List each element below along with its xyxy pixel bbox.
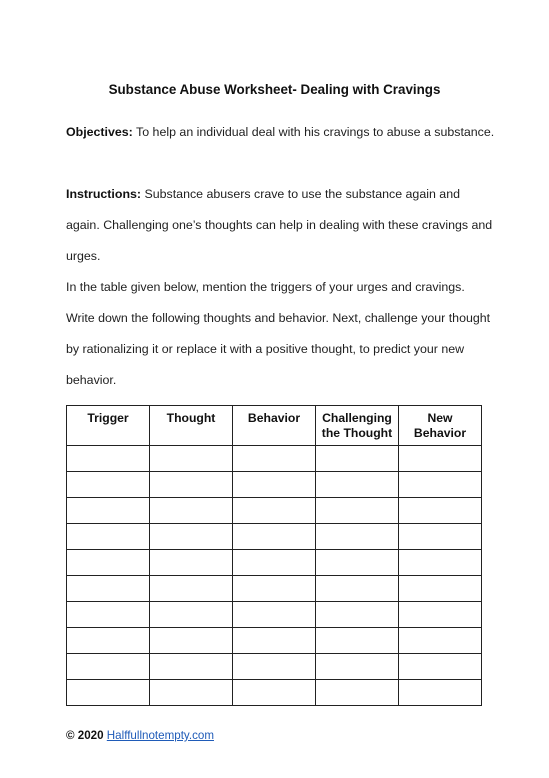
cell-challenging-the-thought[interactable] [316, 602, 399, 628]
cell-new-behavior[interactable] [399, 446, 482, 472]
cell-behavior[interactable] [233, 602, 316, 628]
instructions-text: Substance abusers crave to use the substance again and again. Challenging one’s thoughts can help in dealing with these cravings and urges. [66, 187, 493, 263]
table-header-row [67, 406, 482, 446]
cell-behavior[interactable] [233, 498, 316, 524]
header-new-behavior-line-2: Behavior [413, 426, 467, 440]
cell-behavior[interactable] [233, 654, 316, 680]
header-thought-label: Thought [166, 411, 216, 425]
instructions-paragraph [66, 179, 496, 272]
cell-trigger[interactable] [67, 550, 150, 576]
cell-trigger[interactable] [67, 576, 150, 602]
header-trigger-label: Trigger [87, 411, 129, 425]
cell-challenging-the-thought[interactable] [316, 472, 399, 498]
cell-new-behavior[interactable] [399, 576, 482, 602]
cell-trigger[interactable] [67, 524, 150, 550]
cell-trigger[interactable] [67, 602, 150, 628]
worksheet-table [66, 405, 482, 706]
table-row [67, 498, 482, 524]
objectives-text: To help an individual deal with his cravings to abuse a substance. [132, 125, 495, 139]
cell-challenging-the-thought[interactable] [316, 654, 399, 680]
cell-thought[interactable] [150, 472, 233, 498]
table-body [67, 446, 482, 706]
cell-challenging-the-thought[interactable] [316, 680, 399, 706]
header-challenging-the-thought [316, 406, 399, 446]
worksheet-title: Substance Abuse Worksheet- Dealing with Cravings [108, 82, 441, 97]
cell-challenging-the-thought[interactable] [316, 550, 399, 576]
cell-behavior[interactable] [233, 628, 316, 654]
cell-thought[interactable] [150, 680, 233, 706]
cell-challenging-the-thought[interactable] [316, 498, 399, 524]
cell-trigger[interactable] [67, 628, 150, 654]
header-trigger [67, 406, 150, 446]
cell-new-behavior[interactable] [399, 628, 482, 654]
cell-new-behavior[interactable] [399, 654, 482, 680]
table-row [67, 472, 482, 498]
header-new-behavior-line-1: New [427, 411, 453, 425]
cell-behavior[interactable] [233, 472, 316, 498]
cell-trigger[interactable] [67, 498, 150, 524]
cell-new-behavior[interactable] [399, 602, 482, 628]
header-behavior [233, 406, 316, 446]
cell-trigger[interactable] [67, 680, 150, 706]
instructions-label: Instructions: [66, 187, 142, 201]
header-new-behavior [399, 406, 482, 446]
cell-behavior[interactable] [233, 446, 316, 472]
cell-thought[interactable] [150, 498, 233, 524]
cell-behavior[interactable] [233, 524, 316, 550]
cell-new-behavior[interactable] [399, 472, 482, 498]
cell-trigger[interactable] [67, 472, 150, 498]
header-thought [150, 406, 233, 446]
cell-behavior[interactable] [233, 576, 316, 602]
header-challenging-line-2: the Thought [321, 426, 393, 440]
cell-thought[interactable] [150, 576, 233, 602]
cell-new-behavior[interactable] [399, 524, 482, 550]
cell-new-behavior[interactable] [399, 680, 482, 706]
header-behavior-label: Behavior [247, 411, 301, 425]
cell-thought[interactable] [150, 654, 233, 680]
table-intro-paragraph: In the table given below, mention the triggers of your urges and cravings. Write down the following thoughts and behavior. Next, challenge your thought by rationalizing it or replace it with a positive thought, to predict your new behavior. [66, 280, 491, 387]
cell-challenging-the-thought[interactable] [316, 628, 399, 654]
cell-thought[interactable] [150, 524, 233, 550]
cell-thought[interactable] [150, 628, 233, 654]
table-row [67, 524, 482, 550]
website-link[interactable]: Halffullnotempty.com [106, 729, 214, 742]
cell-behavior[interactable] [233, 550, 316, 576]
objectives-label: Objectives: [66, 125, 133, 139]
table-row [67, 446, 482, 472]
table-row [67, 628, 482, 654]
cell-thought[interactable] [150, 602, 233, 628]
table-row [67, 602, 482, 628]
header-challenging-line-1: Challenging [322, 411, 392, 425]
cell-behavior[interactable] [233, 680, 316, 706]
cell-new-behavior[interactable] [399, 550, 482, 576]
cell-thought[interactable] [150, 446, 233, 472]
cell-challenging-the-thought[interactable] [316, 524, 399, 550]
cell-trigger[interactable] [67, 654, 150, 680]
footer [66, 729, 214, 742]
table-row [67, 550, 482, 576]
cell-new-behavior[interactable] [399, 498, 482, 524]
objectives-paragraph [66, 117, 496, 148]
cell-challenging-the-thought[interactable] [316, 446, 399, 472]
table-row [67, 654, 482, 680]
cell-trigger[interactable] [67, 446, 150, 472]
cell-challenging-the-thought[interactable] [316, 576, 399, 602]
cell-thought[interactable] [150, 550, 233, 576]
copyright-text: © 2020 [66, 729, 104, 742]
table-row [67, 680, 482, 706]
table-row [67, 576, 482, 602]
